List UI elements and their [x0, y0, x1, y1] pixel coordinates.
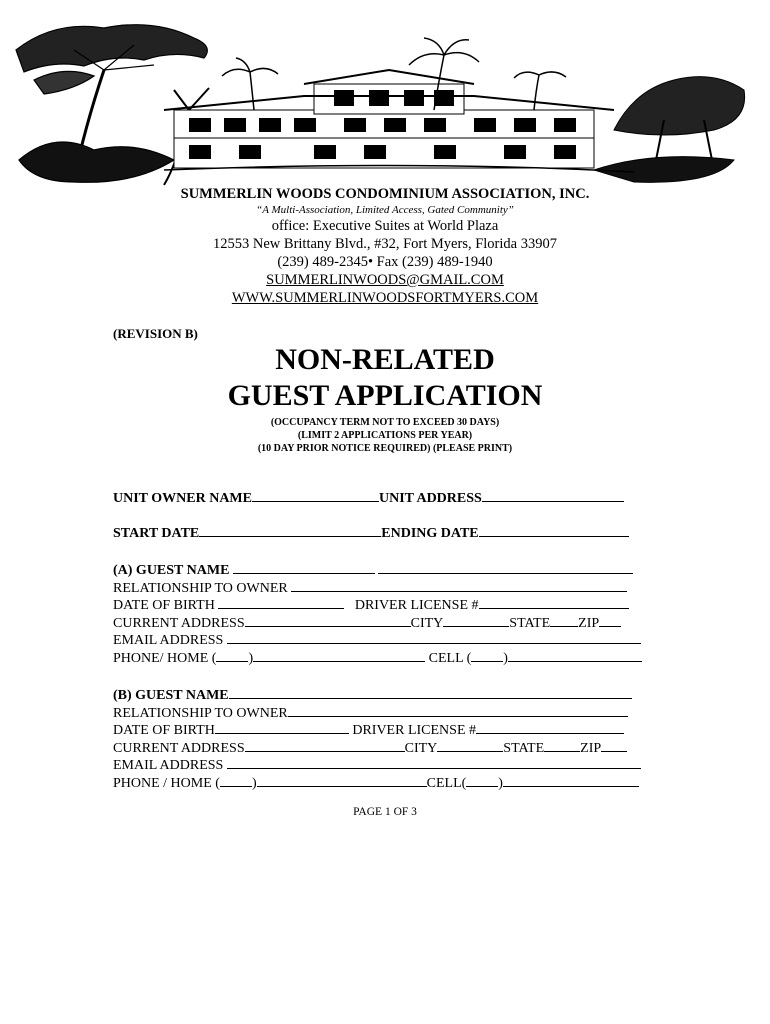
- guest-b-last-name-field[interactable]: [417, 686, 632, 699]
- guest-b-dob-row: [113, 721, 641, 739]
- guest-a-cell-label: CELL (: [428, 650, 472, 666]
- guest-b-relationship-row: [113, 704, 641, 722]
- guest-b-address-label: CURRENT ADDRESS: [113, 740, 245, 756]
- association-name: SUMMERLIN WOODS CONDOMINIUM ASSOCIATION, INC.: [180, 186, 590, 202]
- guest-a-section: [113, 561, 642, 667]
- guest-a-zip-field[interactable]: [599, 614, 621, 627]
- guest-a-address-row: [113, 614, 642, 632]
- note-limit: (LIMIT 2 APPLICATIONS PER YEAR): [297, 430, 473, 441]
- guest-a-email-label: EMAIL ADDRESS: [113, 633, 224, 649]
- guest-b-email-row: [113, 756, 641, 774]
- guest-b-zip-label: ZIP: [580, 740, 602, 756]
- guest-a-email-row: [113, 631, 642, 649]
- guest-b-cell-field[interactable]: [503, 774, 639, 787]
- page-number: PAGE 1 OF 3: [353, 806, 417, 818]
- guest-b-dob-field[interactable]: [215, 721, 349, 734]
- phone-fax: (239) 489-2345• Fax (239) 489-1940: [277, 254, 493, 270]
- guest-a-city-field[interactable]: [443, 614, 509, 627]
- guest-b-cell-area-field[interactable]: [466, 774, 498, 787]
- guest-a-city-label: CITY: [410, 615, 444, 631]
- guest-b-license-field[interactable]: [476, 721, 624, 734]
- guest-b-phone-home-label: PHONE / HOME (: [113, 775, 220, 791]
- guest-b-state-field[interactable]: [544, 739, 580, 752]
- guest-a-address-field[interactable]: [245, 614, 411, 627]
- owner-row: [113, 489, 629, 507]
- guest-b-name-label: (B) GUEST NAME: [113, 688, 229, 703]
- guest-b-address-field[interactable]: [245, 739, 405, 752]
- guest-a-phone-row: PHONE/ HOME ( ) CELL ( ): [113, 649, 642, 667]
- guest-a-state-label: STATE: [509, 615, 551, 631]
- guest-a-address-label: CURRENT ADDRESS: [113, 615, 245, 631]
- guest-a-license-label: DRIVER LICENSE #: [354, 598, 479, 614]
- guest-a-first-name-field[interactable]: [233, 561, 375, 574]
- guest-b-license-label: DRIVER LICENSE #: [352, 723, 476, 739]
- guest-a-relationship-row: [113, 579, 642, 597]
- guest-a-phone-home-label: PHONE/ HOME (: [113, 650, 217, 666]
- guest-b-email-field[interactable]: [227, 756, 641, 769]
- guest-a-dob-row: [113, 596, 642, 614]
- guest-a-state-field[interactable]: [550, 614, 578, 627]
- guest-b-dob-label: DATE OF BIRTH: [113, 723, 215, 739]
- guest-b-phone-row: PHONE / HOME ( ) CELL( ): [113, 774, 641, 792]
- unit-owner-name-field[interactable]: [252, 489, 379, 502]
- guest-a-cell-area-field[interactable]: [471, 649, 503, 662]
- title-line-2: GUEST APPLICATION: [227, 379, 543, 412]
- guest-b-zip-field[interactable]: [601, 739, 627, 752]
- revision-label: (REVISION B): [113, 326, 198, 341]
- guest-b-section: [113, 686, 641, 792]
- guest-b-relationship-field[interactable]: [288, 704, 628, 717]
- guest-a-license-field[interactable]: [479, 596, 629, 609]
- guest-a-name-row: [113, 561, 642, 579]
- guest-b-phone-home-field[interactable]: [257, 774, 427, 787]
- start-date-label: START DATE: [113, 525, 200, 541]
- condominium-illustration: [14, 10, 754, 190]
- guest-b-address-row: [113, 739, 641, 757]
- ending-date-field[interactable]: [479, 524, 629, 537]
- note-notice: (10 DAY PRIOR NOTICE REQUIRED) (PLEASE PRINT): [257, 443, 513, 454]
- tagline: “A Multi-Association, Limited Access, Gated Community”: [256, 204, 514, 216]
- unit-address-field[interactable]: [482, 489, 624, 502]
- guest-b-phone-area-field[interactable]: [220, 774, 252, 787]
- guest-b-cell-label: CELL(: [426, 775, 467, 791]
- guest-b-state-label: STATE: [503, 740, 545, 756]
- letterhead: [0, 186, 770, 307]
- guest-a-dob-label: DATE OF BIRTH: [113, 598, 215, 614]
- unit-owner-name-label: UNIT OWNER NAME: [113, 491, 252, 506]
- guest-b-first-name-field[interactable]: [229, 686, 417, 699]
- guest-a-relationship-field[interactable]: [291, 579, 627, 592]
- guest-a-name-label: (A) GUEST NAME: [113, 563, 230, 578]
- start-date-field[interactable]: [199, 524, 381, 537]
- guest-a-dob-field[interactable]: [218, 596, 344, 609]
- note-occupancy: (OCCUPANCY TERM NOT TO EXCEED 30 DAYS): [270, 417, 500, 428]
- street-address: 12553 New Brittany Blvd., #32, Fort Myers, Florida 33907: [213, 236, 557, 252]
- guest-b-city-label: CITY: [404, 740, 438, 756]
- dates-row: [113, 524, 629, 542]
- guest-a-relationship-label: RELATIONSHIP TO OWNER: [113, 580, 288, 596]
- application-notes: [0, 416, 770, 455]
- guest-a-phone-area-field[interactable]: [216, 649, 248, 662]
- guest-b-relationship-label: RELATIONSHIP TO OWNER: [113, 705, 288, 721]
- guest-b-name-row: [113, 686, 641, 704]
- unit-address-label: UNIT ADDRESS: [378, 491, 482, 506]
- guest-a-last-name-field[interactable]: [378, 561, 633, 574]
- owner-section: [113, 489, 629, 541]
- email-link[interactable]: SUMMERLINWOODS@GMAIL.COM: [266, 272, 504, 288]
- ending-date-label: ENDING DATE: [381, 525, 479, 541]
- guest-b-city-field[interactable]: [437, 739, 503, 752]
- guest-b-email-label: EMAIL ADDRESS: [113, 758, 224, 774]
- guest-a-phone-home-field[interactable]: [253, 649, 425, 662]
- guest-a-email-field[interactable]: [227, 631, 641, 644]
- office-line: office: Executive Suites at World Plaza: [271, 218, 499, 234]
- guest-a-cell-field[interactable]: [508, 649, 642, 662]
- title-line-1: NON-RELATED: [275, 343, 495, 376]
- guest-a-zip-label: ZIP: [578, 615, 600, 631]
- website-link[interactable]: WWW.SUMMERLINWOODSFORTMYERS.COM: [231, 290, 539, 306]
